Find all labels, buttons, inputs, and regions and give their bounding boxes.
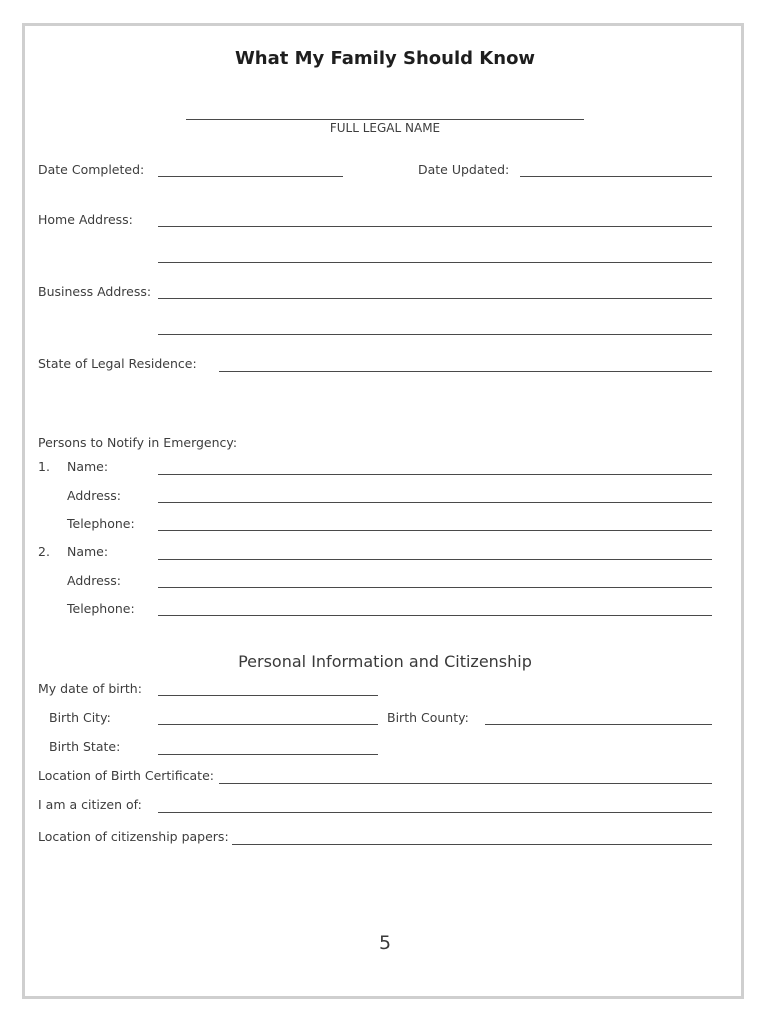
birth-city-label: Birth City:: [49, 710, 111, 725]
contact-2-telephone-field[interactable]: [158, 615, 712, 616]
birth-state-field[interactable]: [158, 754, 378, 755]
dob-field[interactable]: [158, 695, 378, 696]
contact-1-telephone-label: Telephone:: [67, 516, 135, 531]
birth-state-label: Birth State:: [49, 739, 121, 754]
citizen-field[interactable]: [158, 812, 712, 813]
citizenship-papers-label: Location of citizenship papers:: [38, 829, 229, 844]
business-address-label: Business Address:: [38, 284, 152, 299]
contact-2-address-field[interactable]: [158, 587, 712, 588]
date-completed-label: Date Completed:: [38, 162, 145, 177]
full-name-field[interactable]: [186, 119, 584, 120]
contact-2-name-field[interactable]: [158, 559, 712, 560]
date-updated-field[interactable]: [520, 176, 712, 177]
contact-2-address-label: Address:: [67, 573, 121, 588]
contact-1-telephone-field[interactable]: [158, 530, 712, 531]
contact-1-address-field[interactable]: [158, 502, 712, 503]
home-address-field-1[interactable]: [158, 226, 712, 227]
birth-county-field[interactable]: [485, 724, 712, 725]
home-address-field-2[interactable]: [158, 262, 712, 263]
date-updated-label: Date Updated:: [418, 162, 510, 177]
contact-1-number: 1.: [38, 459, 50, 474]
contact-2-telephone-label: Telephone:: [67, 601, 135, 616]
contact-1-address-label: Address:: [67, 488, 121, 503]
dob-label: My date of birth:: [38, 681, 142, 696]
birth-certificate-label: Location of Birth Certificate:: [38, 768, 214, 783]
emergency-heading: Persons to Notify in Emergency:: [38, 435, 238, 450]
birth-city-field[interactable]: [158, 724, 378, 725]
page-number: 5: [378, 932, 392, 954]
full-name-label: FULL LEGAL NAME: [329, 121, 441, 135]
page-title: What My Family Should Know: [234, 48, 536, 69]
citizen-label: I am a citizen of:: [38, 797, 142, 812]
contact-1-name-label: Name:: [67, 459, 109, 474]
date-completed-field[interactable]: [158, 176, 343, 177]
birth-certificate-field[interactable]: [219, 783, 712, 784]
contact-2-number: 2.: [38, 544, 50, 559]
business-address-field-1[interactable]: [158, 298, 712, 299]
contact-1-name-field[interactable]: [158, 474, 712, 475]
business-address-field-2[interactable]: [158, 334, 712, 335]
state-residence-label: State of Legal Residence:: [38, 356, 197, 371]
citizenship-papers-field[interactable]: [232, 844, 712, 845]
home-address-label: Home Address:: [38, 212, 133, 227]
state-residence-field[interactable]: [219, 371, 712, 372]
section-title: Personal Information and Citizenship: [238, 652, 532, 671]
contact-2-name-label: Name:: [67, 544, 109, 559]
birth-county-label: Birth County:: [387, 710, 469, 725]
